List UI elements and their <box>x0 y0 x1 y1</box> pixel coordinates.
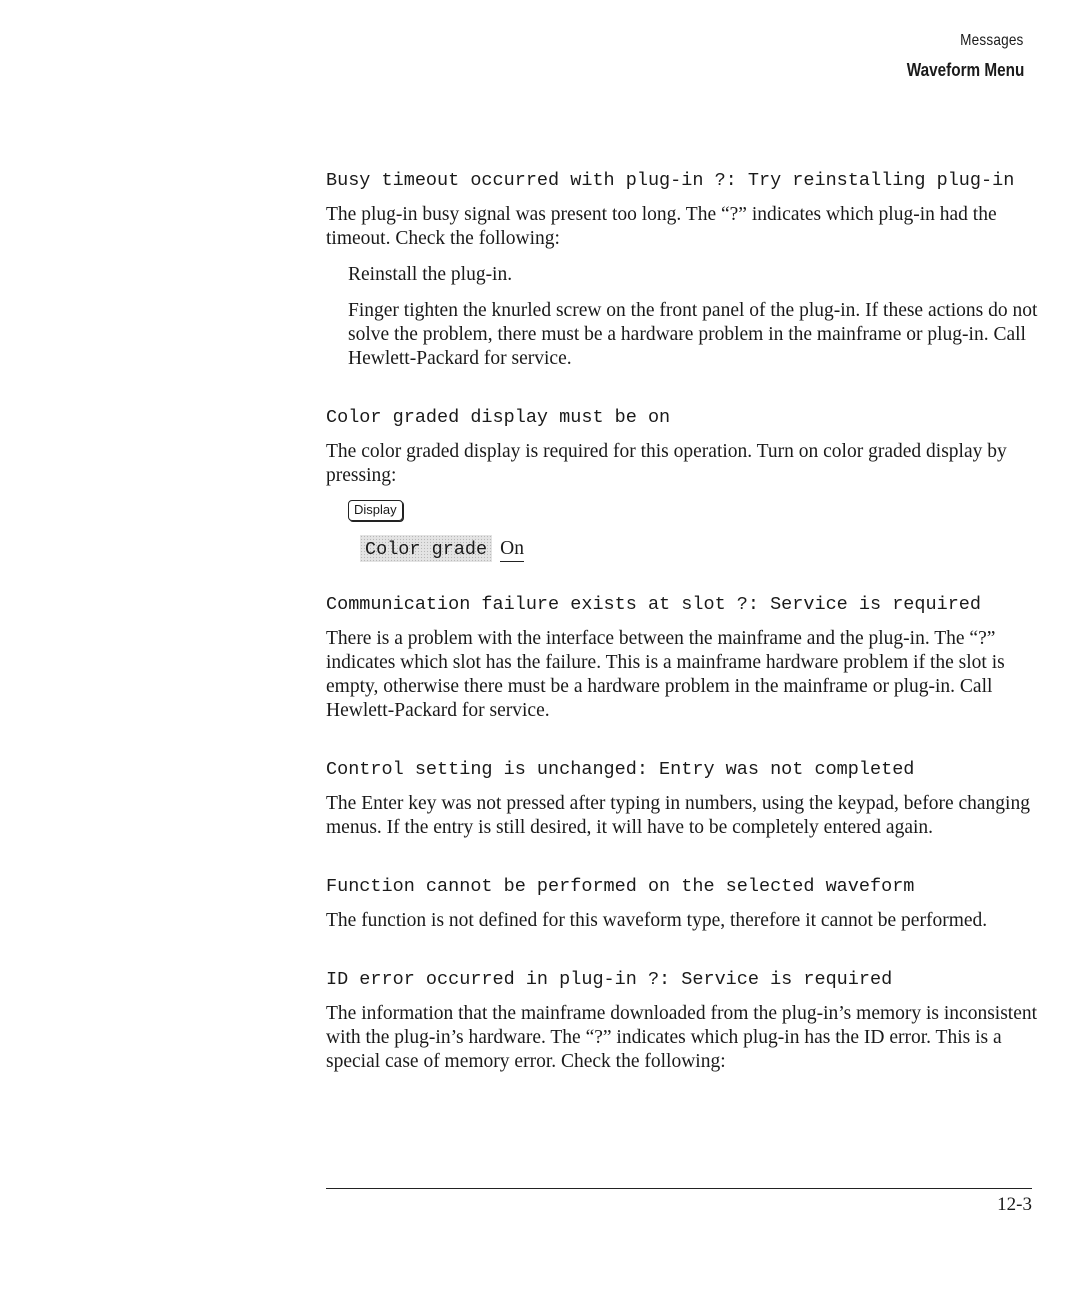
message-title: ID error occurred in plug-in ?: Service is required <box>326 969 893 990</box>
message-description: There is a problem with the interface between the mainframe and the plug-in. The “?” indicates which slot has the failure. This is a mainframe hardware problem if the slot is empty, otherwise there must be a hardware problem in the mainframe or plug-in. Call Hewlett-Packard for service. <box>326 628 1005 721</box>
page-number: 12-3 <box>997 1194 1032 1215</box>
message-entry <box>326 876 1038 933</box>
message-title: Busy timeout occurred with plug-in ?: Try reinstalling plug-in <box>326 170 1015 191</box>
message-list <box>326 170 1038 1086</box>
message-description: The color graded display is required for this operation. Turn on color graded display by pressing: <box>326 441 1007 486</box>
display-front-panel-key: Display <box>348 500 403 521</box>
message-title: Function cannot be performed on the selected waveform <box>326 876 915 897</box>
message-title: Control setting is unchanged: Entry was not completed <box>326 759 915 780</box>
message-entry <box>326 759 1038 840</box>
message-entry <box>326 170 1038 371</box>
message-description: The function is not defined for this waveform type, therefore it cannot be performed. <box>326 910 988 931</box>
message-entry <box>326 594 1038 723</box>
color-grade-softkey: Color grade <box>360 535 492 562</box>
running-header-section: Messages <box>960 32 1024 49</box>
message-description: The information that the mainframe downloaded from the plug-in’s memory is inconsistent with the plug-in’s hardware. The “?” indicates which plug-in has the ID error. This is a special case of memory error. Check the following: <box>326 1003 1038 1072</box>
check-step: Reinstall the plug-in. <box>348 264 513 285</box>
softkey-option-on: On <box>500 538 524 562</box>
message-entry <box>326 969 1038 1074</box>
running-header-chapter: Waveform Menu <box>906 60 1024 80</box>
message-description: The Enter key was not pressed after typing in numbers, using the keypad, before changing menus. If the entry is still desired, it will have to be completely entered again. <box>326 793 1030 838</box>
message-entry <box>326 407 1038 562</box>
check-step: Finger tighten the knurled screw on the front panel of the plug-in. If these actions do not solve the problem, there must be a hardware problem in the mainframe or plug-in. Call Hewlett-Packard for service. <box>348 300 1038 369</box>
message-description: The plug-in busy signal was present too long. The “?” indicates which plug-in had the timeout. Check the following: <box>326 204 997 249</box>
message-title: Color graded display must be on <box>326 407 671 428</box>
message-title: Communication failure exists at slot ?: Service is required <box>326 594 982 615</box>
footer-rule <box>326 1188 1032 1189</box>
